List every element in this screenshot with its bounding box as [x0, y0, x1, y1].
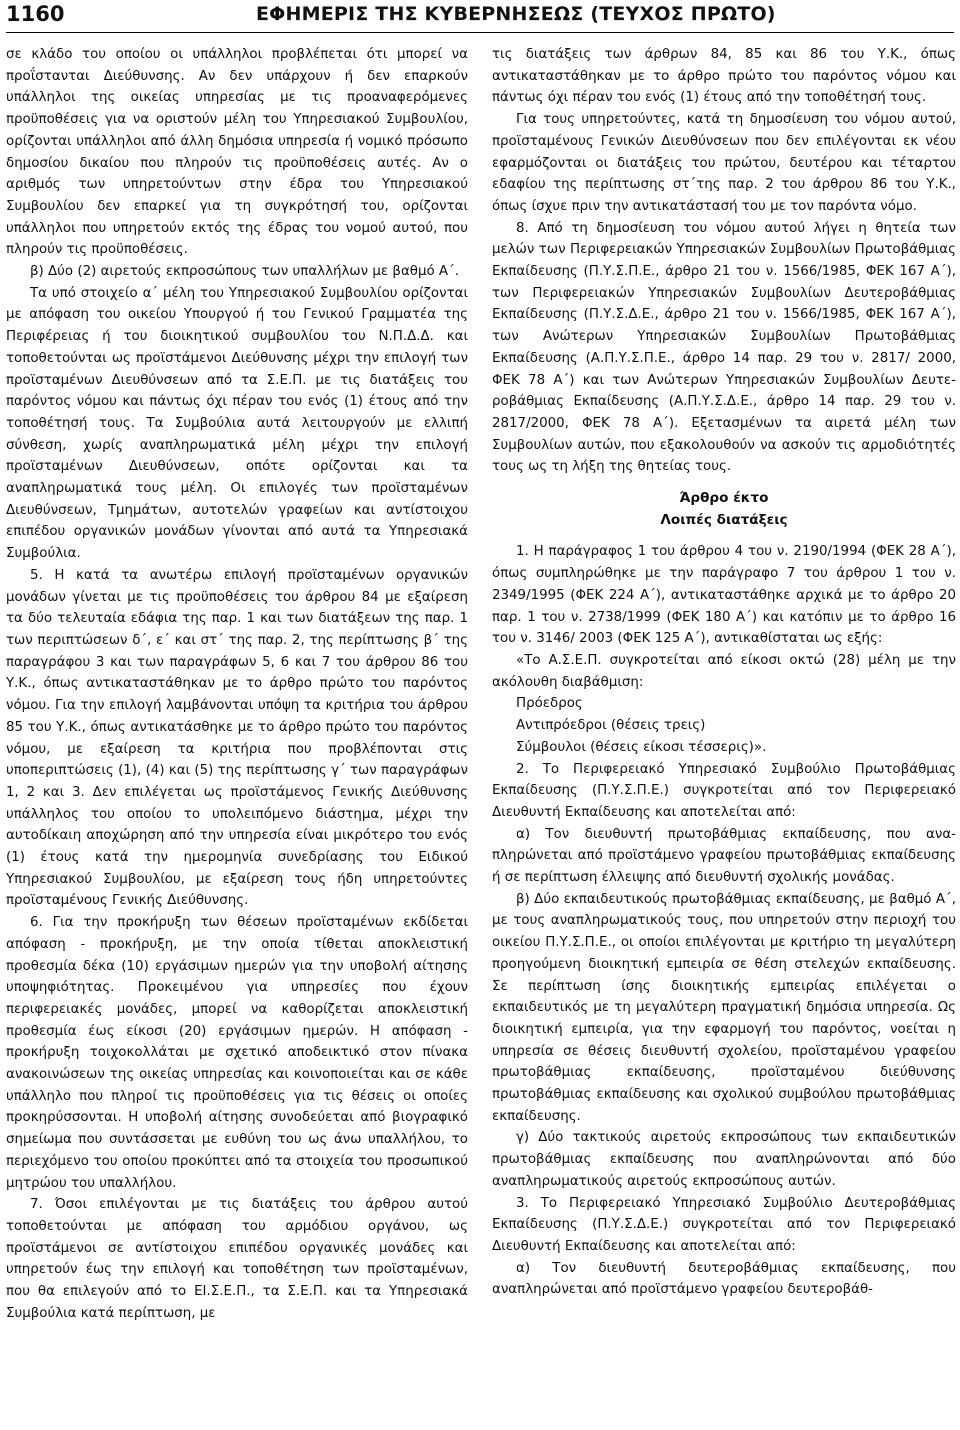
paragraph: 3. Το Περιφερειακό Υπηρεσιακό Συμβούλιο Δευτεροβάθμιας Εκπαίδευσης (Π.Υ.Σ.Δ.Ε.) συγκροτείται από τον Περιφερειακό Διευθυντή Εκπαίδευσης και αποτελείται από: — [492, 1195, 956, 1254]
paragraph: τις διατάξεις των άρθρων 84, 85 και 86 του Υ.Κ., όπως αντικαταστάθηκαν με το άρθρο πρώτο του παρόντος νόμου και πάντως όχι πέραν του ενός (1) έτους από την τοποθέτησή τους. — [492, 47, 956, 106]
page-header — [6, 0, 954, 34]
paragraph: γ) Δύο τακτικούς αιρετούς εκπροσώπους των εκπαιδευτικών πρωτοβάθμιας εκπαίδευσης που αναπληρώνονται από δύο αναπληρωματικούς αιρετούς εκπροσώπους αυτών. — [492, 1130, 956, 1189]
paragraph: 1. Η παράγραφος 1 του άρθρου 4 του ν. 2190/1994 (ΦΕΚ 28 Α΄), όπως συμπληρώθηκε με την παράγραφο 7 του άρθρου 1 του ν. 2349/1995 (ΦΕΚ 224 Α΄), αντικαταστάθηκε αρχικά με το άρθρο 20 παρ. 1 του ν. 2738/1999 (ΦΕΚ 180 Α΄) και κατόπιν με το άρθρο 16 του ν. 3146/ 2003 (ΦΕΚ 125 Α΄), αντικαθίσταται ως εξής: — [492, 544, 956, 647]
paragraph: β) Δύο (2) αιρετούς εκπροσώπους των υπαλλήλων με βαθμό Α΄. — [30, 264, 460, 280]
paragraph: Αντιπρόεδροι (θέσεις τρεις) — [516, 718, 706, 734]
header-rule — [6, 32, 954, 33]
paragraph: α) Τον διευθυντή δευτεροβάθμιας εκπαίδευσης, που αναπληρώνεται από προϊστάμενο γραφείου δευτεροβάθ- — [492, 1260, 956, 1298]
paragraph: 8. Από τη δημοσίευση του νόμου αυτού λήγει η θητεία των μελών των Περιφερειακών Υπηρεσιακών Συμβουλίων Πρωτοβάθμιας Εκπαίδευσης (Π.Υ.Σ.Π.Ε., άρθρο 21 του ν. 1566/1985, ΦΕΚ 167 Α΄), των Περιφερειακών Υπηρεσιακών Συμβουλίων Δευτεροβάθμιας Εκπαίδευσης (Π.Υ.Σ.Δ.Ε., άρθρο 21 του ν. 1566/1985, ΦΕΚ 167 Α΄), των Ανώτερων Υπηρεσιακών Συμβουλίων Πρωτοβάθμιας Εκπαίδευσης (Α.Π.Υ.Σ.Π.Ε., άρθρο 14 παρ. 29 του ν. 2817/ 2000, ΦΕΚ 78 Α΄) και των Ανώτερων Υπηρεσιακών Συμβουλίων Δευτεροβάθμιας Εκπαίδευσης (Α.Π.Υ.Σ.Δ.Ε., άρθρο 14 παρ. 29 του ν. 2817/2000, ΦΕΚ 78 Α΄). Εξετασμένων τα αιρετά μέλη των Συμβουλίων αυτών, που εξακολουθούν να ασκούν τις αρμοδιότητές τους ως τη λήξη της θητείας τους. — [492, 220, 956, 475]
paragraph: Τα υπό στοιχείο α΄ μέλη του Υπηρεσιακού Συμβουλίου ορίζονται με απόφαση του οικείου Υπουργού ή του Γενικού Γραμματέα της Περιφέρειας ή του διοικητικού συμβουλίου του Ν.Π.Δ.Δ. και τοποθετούνται ως προϊστάμενοι Διεύθυνσης μέχρι την επιλογή των προϊσταμένων Διευθύνσεων από τα Σ.Ε.Π. με τις διατάξεις του παρόντος νόμου και πάντως όχι πέραν του ενός (1) έτους από την τοποθέτησή τους. Τα Συμβούλια αυτά λειτουργούν με ελλιπή σύνθεση, χωρίς αναπληρωματικά μέλη μέχρι την επιλογή προϊσταμένων Διευθύνσεων, οπότε ορίζονται και τα αναπληρωματικά τους μέλη. Οι επιλογές των προϊσταμένων Διευθύνσεων, Τμημάτων, αυτοτελών γραφείων και αντίστοιχου επιπέδου οργανικών μονάδων γίνονται από αυτά τα Υπηρεσιακά Συμβούλια. — [6, 285, 468, 562]
paragraph: σε κλάδο του οποίου οι υπάλληλοι προβλέπεται ότι μπορεί να προΐστανται Διεύθυνσης. Αν δεν υπάρχουν ή δεν επαρκούν υπάλληλοι της οικείας υπηρεσίας με τις προαναφερόμενες προϋποθέσεις για να οριστούν μέλη του Υπηρεσιακού Συμβουλίου, ορίζονται υπάλληλοι από άλλη δημόσια υπηρεσία ή νομικό πρόσωπο δημοσίου δικαίου που πληρούν τις προϋποθέσεις αυτές. Αν ο αριθμός των υπηρετούντων στην έδρα του Υπηρεσιακού Συμβουλίου δεν επαρκεί για τη συγκρότησή του, ορίζονται υπάλληλοι που υπηρετούν εκτός της έδρας του νομού αυτού, που πληρούν τις προϋποθέσεις. — [6, 47, 468, 258]
paragraph: α) Τον διευθυντή πρωτοβάθμιας εκπαίδευσης, που αναπληρώνεται από προϊστάμενο γραφείου πρωτοβάθμιας εκπαίδευσης ή σε περίπτωση έλλειψης από διευθυντή σχολικής μονάδας. — [492, 826, 956, 886]
paragraph: Σύμβουλοι (θέσεις είκοσι τέσσερις)». — [516, 739, 767, 755]
paragraph: Πρόεδρος — [516, 696, 583, 712]
journal-title: ΕΦΗΜΕΡΙΣ ΤΗΣ ΚΥΒΕΡΝΗΣΕΩΣ (ΤΕΥΧΟΣ ΠΡΩΤΟ) — [256, 3, 776, 25]
article-subheading: Λοιπές διατάξεις — [660, 511, 788, 528]
paragraph: 7. Όσοι επιλέγονται με τις διατάξεις του άρθρου αυτού τοποθετούνται με απόφαση του αρμόδιου οργάνου, ως προϊστάμενοι σε αντίστοιχου επιπέδου οργανικές μονάδες και υπηρετούν έως την επιλογή και τοποθέτηση των προϊσταμένων, που θα επιλεγούν από το ΕΙ.Σ.Ε.Π., τα Σ.Ε.Π. και τα Υπηρεσιακά Συμβούλια κατά περίπτωση, με — [6, 1197, 468, 1321]
article-heading: Άρθρο έκτο — [679, 490, 769, 507]
paragraph: 2. Το Περιφερειακό Υπηρεσιακό Συμβούλιο Πρωτοβάθμιας Εκπαίδευσης (Π.Υ.Σ.Π.Ε.) συγκροτείται από τον Περιφερειακό Διευθυντή Εκπαίδευσης και αποτελείται από: — [492, 761, 956, 820]
right-column — [492, 44, 956, 1301]
paragraph: 6. Για την προκήρυξη των θέσεων προϊσταμένων εκδίδεται απόφαση - προκήρυξη, με την οποία τίθεται αποκλειστική προθεσμία δέκα (10) εργάσιμων ημερών για την υποβολή αίτησης υποψηφιότητας. Προκειμένου για υπηρεσίες που έχουν περιφερειακές μονάδες, μπορεί να καθορίζεται αποκλειστική προθεσμία έως είκοσι (20) εργάσιμων ημερών. Η απόφαση - προκήρυξη τοιχοκολλάται με σχετικό αποδεικτικό στον πίνακα ανακοινώσεων της οικείας υπηρεσίας και κοινοποιείται και σε κάθε υπάλληλο που πληροί τις προϋποθέσεις για τις θέσεις οι οποίες προκηρύσσονται. Η υποβολή αίτησης συνοδεύεται από βιογραφικό σημείωμα που συντάσσεται με ευθύνη του ως άνω υπαλλήλου, το περιεχόμενο του οποίου προκύπτει από τα στοιχεία του προσωπικού μητρώου του υπαλλήλου. — [6, 915, 468, 1191]
paragraph: «Το Α.Σ.Ε.Π. συγκροτείται από είκοσι οκτώ (28) μέλη με την ακόλουθη διαβάθμιση: — [492, 652, 956, 690]
paragraph: β) Δύο εκπαιδευτικούς πρωτοβάθμιας εκπαίδευσης, με βαθμό Α΄, με τους αναπληρωματικούς τους, που υπηρετούν στην περιοχή του οικείου Π.Υ.Σ.Π.Ε., οι οποίοι επιλέγονται με κριτήριο τη μεγαλύτερη προηγούμενη διοικητική εμπειρία σε θέση στελεχών εκπαίδευσης. Σε περίπτωση ίσης διοικητικής εμπειρίας επιλέγεται ο εκπαιδευτικός με τη μεγαλύτερη πραγματική δημόσια υπηρεσία. Ως διοικητική εμπειρία, για την εφαρμογή του παρόντος, νοείται η υπηρεσία σε θέσεις διευθυντή σχολείου, προϊσταμένου γραφείου πρωτοβάθμιας εκπαίδευσης, προϊσταμένου διεύθυνσης πρωτοβάθμιας εκπαίδευσης και σχολικού συμβούλου πρωτοβάθμιας εκπαίδευσης. — [492, 891, 956, 1124]
page-number: 1160 — [6, 2, 65, 26]
paragraph: 5. Η κατά τα ανωτέρω επιλογή προϊσταμένων οργανικών μονάδων γίνεται με τις προϋποθέσεις του άρθρου 84 με εξαίρεση τα δύο τελευταία εδάφια της παρ. 1 και των διατάξεων της παρ. 1 των περιπτώσεων δ΄, ε΄ και στ΄ της παρ. 2, της περίπτωσης β΄ της παραγράφου 3 και των παραγράφων 5, 6 και 7 του άρθρου 86 του Υ.Κ., όπως αντικαταστάθηκαν με το άρθρο πρώτο του παρόντος νόμου. Για την επιλογή λαμβάνονται υπόψη τα κριτήρια του άρθρου 85 του Υ.Κ., όπως αντικατάσθηκε με το άρθρο πρώτο του παρόντος νόμου, με εξαίρεση τα κριτήρια που προβλέπονται στις υποπεριπτώσεις (1), (4) και (5) της περίπτωσης γ΄ των παραγράφων 1, 2 και 3. Δεν επιλέγεται ως προϊστάμενος Γενικής Διεύθυνσης υπάλληλος του οποίου το υπολειπόμενο διάστημα, μέχρι την αυτοδίκαιη αποχώρηση από την υπηρεσία είναι μικρότερο του ενός (1) έτους κατά την ημερομηνία συνεδρίασης του Ειδικού Υπηρεσιακού Συμβουλίου, με εξαίρεση τους ήδη υπηρετούντες προϊσταμένους Γενικής Διεύθυνσης. — [6, 567, 468, 909]
left-column — [6, 44, 468, 1324]
paragraph: Για τους υπηρετούντες, κατά τη δημοσίευση του νόμου αυτού, προϊσταμένους Γενικών Διευθύνσεων που δεν επιλέγονται εκ νέου εφαρμόζονται οι διατάξεις του πρώτου, δευτέρου και τέταρτου εδαφίου της περίπτωσης στ΄της παρ. 2 του άρθρου 86 του Υ.Κ., όπως ίσχυε πριν την αντικατάστασή του με τον παρόντα νόμο. — [492, 112, 956, 214]
